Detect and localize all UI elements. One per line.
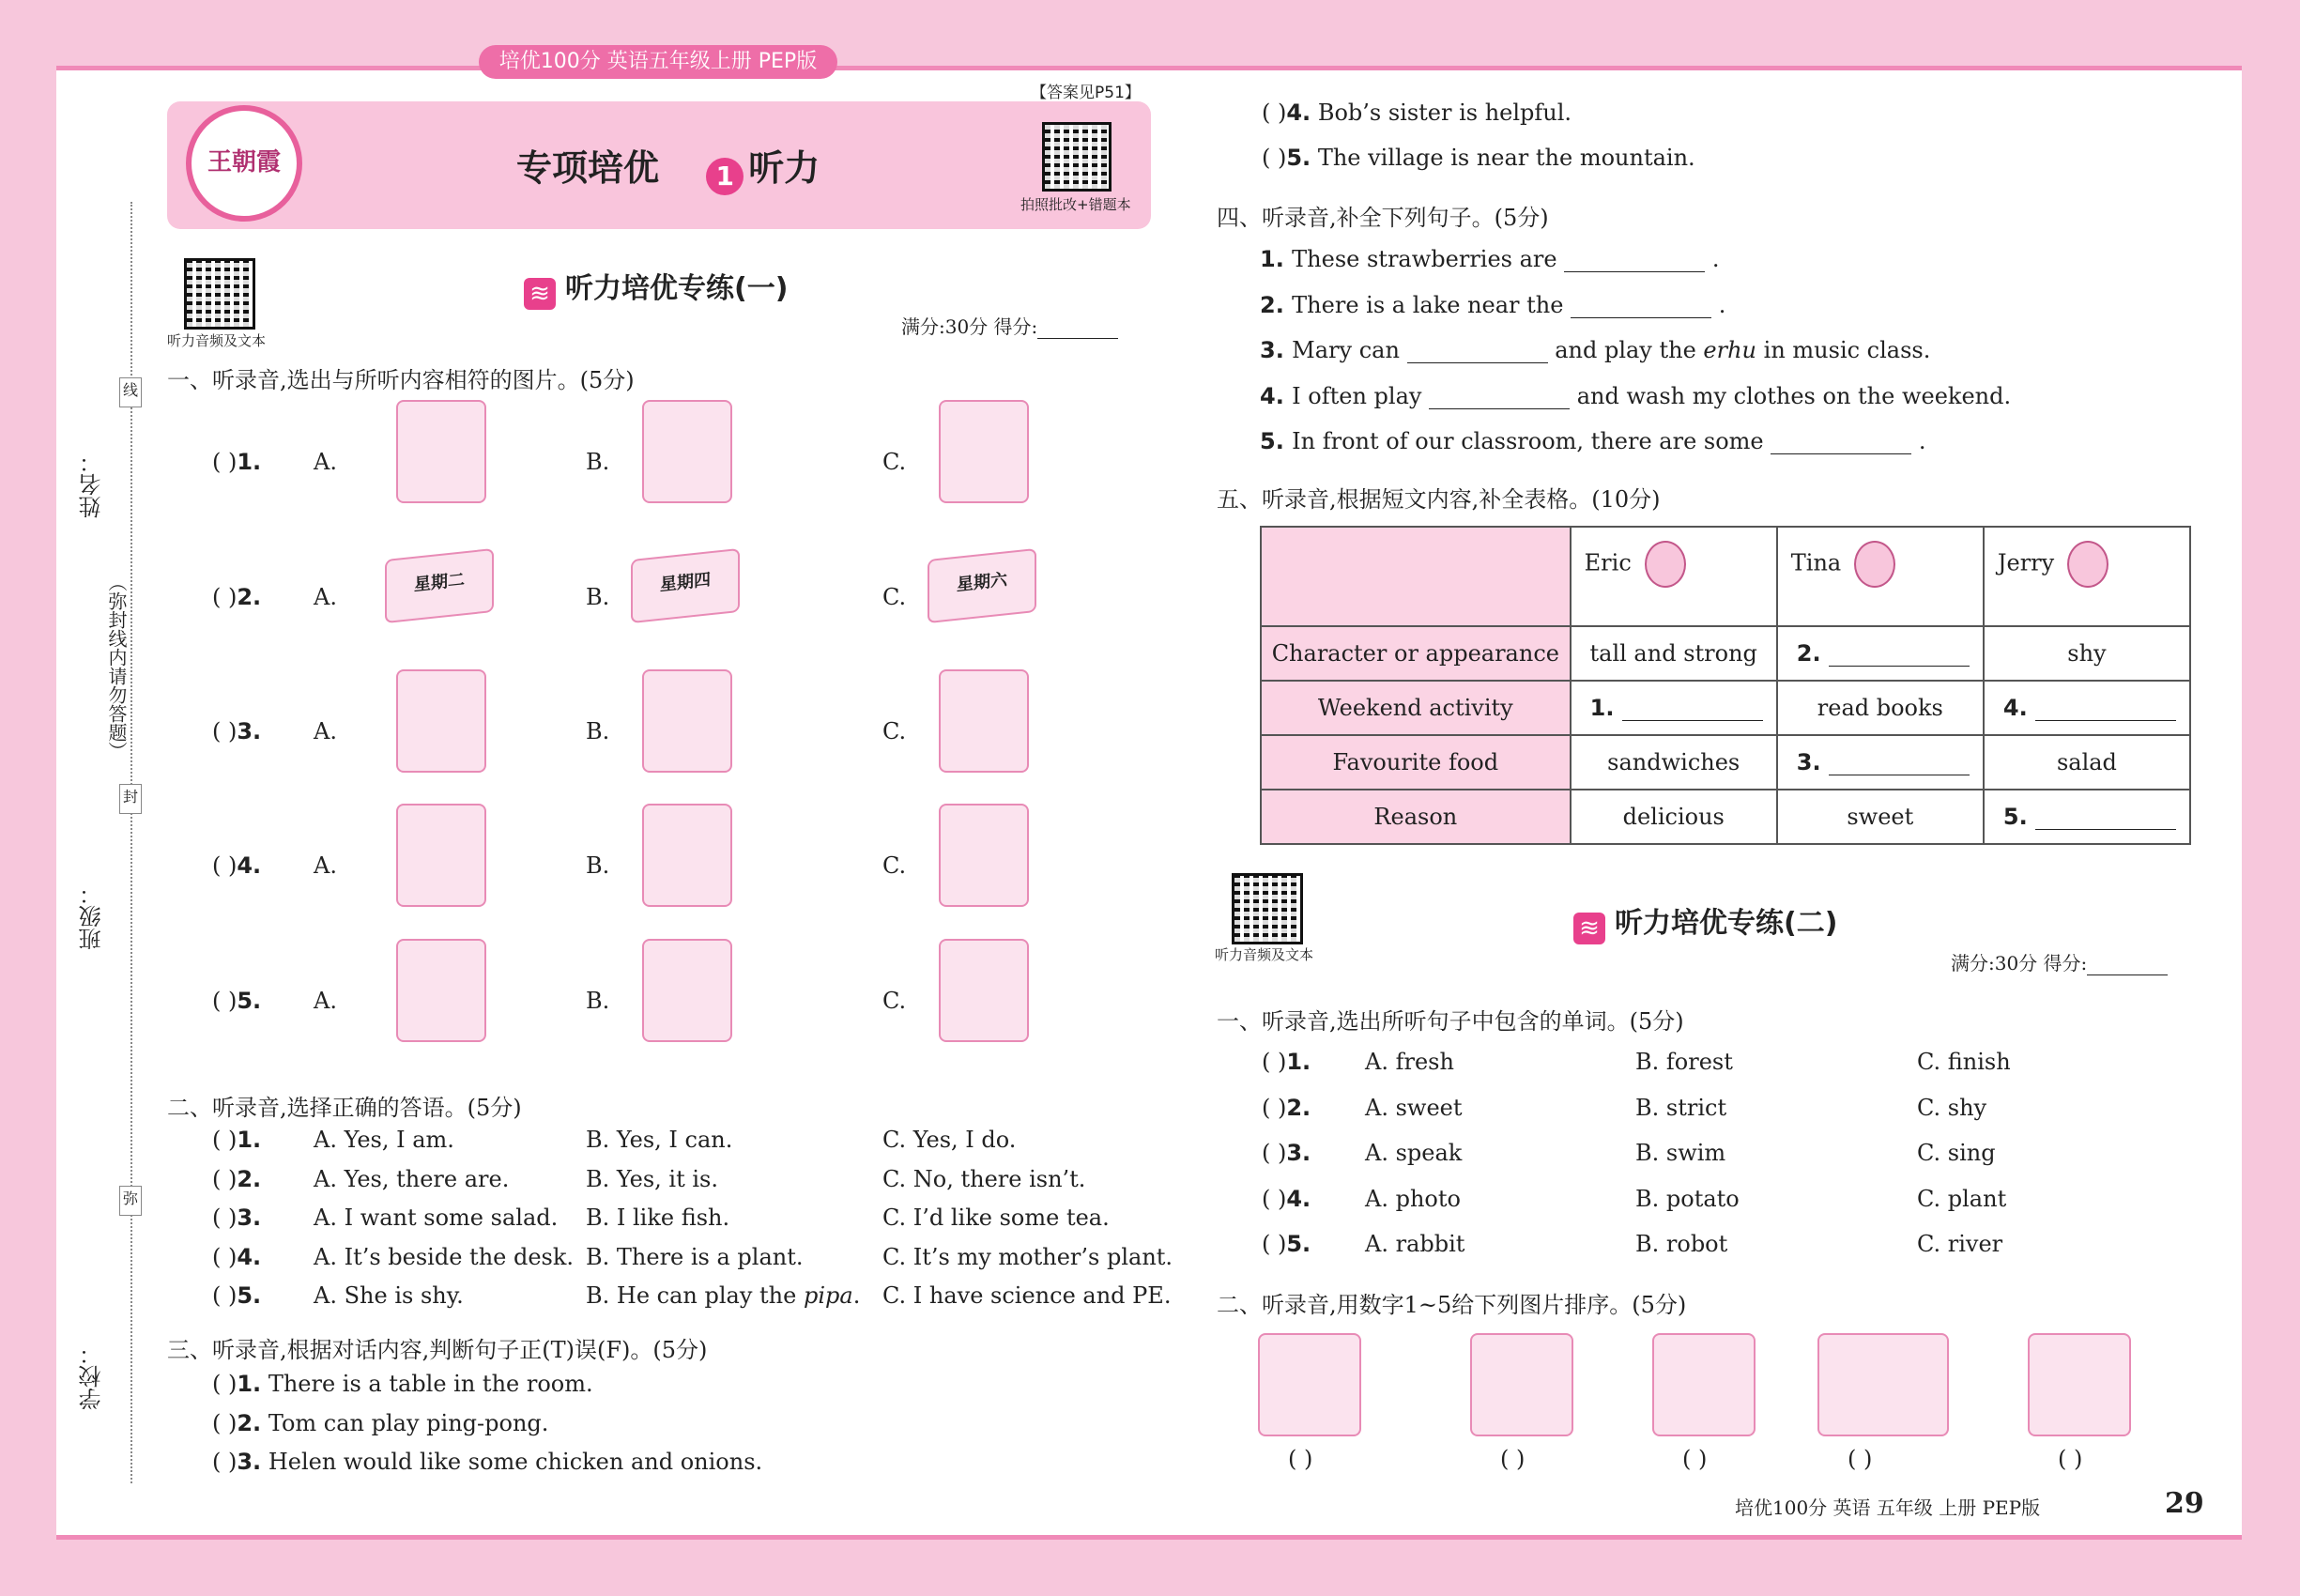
word-choice-row	[1262, 1231, 1311, 1257]
table-cell: sweet	[1777, 790, 1984, 844]
order-paren[interactable]: ( )	[1682, 1446, 1708, 1472]
answer-paren[interactable]: ( )	[212, 988, 238, 1014]
fill-in-row: 3. Mary can and play the erhu in music class.	[1260, 337, 1931, 363]
true-false-row	[212, 1371, 593, 1397]
statement-text: Bob’s sister is helpful.	[1311, 100, 1572, 126]
answer-paren[interactable]: ( )	[212, 1449, 238, 1475]
option-b-label: B.	[586, 449, 610, 475]
option-a-label: A.	[314, 584, 337, 610]
answer-blank	[2035, 698, 2176, 721]
question-number: 2.	[1286, 1094, 1311, 1121]
part3-heading: 三、听录音,根据对话内容,判断句子正(T)误(F)。(5分)	[167, 1337, 708, 1363]
waves-icon: ≋	[524, 278, 556, 310]
question-number: 1.	[1286, 1049, 1311, 1075]
table-cell: read books	[1777, 681, 1984, 735]
word-choice-row	[1262, 1140, 1311, 1166]
fill-in-row: 2. There is a lake near the .	[1260, 291, 1726, 318]
row-label: Reason	[1261, 790, 1571, 844]
choice-a[interactable]: A. rabbit	[1365, 1231, 1465, 1257]
question-number: 4.	[237, 1243, 262, 1270]
answer-paren[interactable]: ( )	[212, 1165, 238, 1192]
section2-title: ≋ 听力培优专练(二)	[1573, 899, 1837, 944]
option-c-label: C.	[882, 718, 907, 744]
option-b-label: B.	[586, 584, 610, 610]
bedroom-picture[interactable]	[1817, 1333, 1949, 1436]
question-number: 1.	[237, 1127, 262, 1153]
picture-question-row	[212, 988, 261, 1014]
hamburger-picture[interactable]	[396, 400, 486, 503]
kungfu-picture[interactable]	[642, 804, 732, 907]
choice-a[interactable]: A. sweet	[1365, 1094, 1463, 1121]
table-cell: shy	[1984, 626, 2190, 681]
answer-paren[interactable]: ( )	[212, 1243, 238, 1270]
question-number: 2.	[237, 584, 262, 610]
true-false-row	[212, 1410, 548, 1436]
question-number: 4.	[1286, 1185, 1311, 1212]
statement-text: Helen would like some chicken and onions.	[261, 1449, 763, 1475]
choice-b[interactable]: B. There is a plant.	[586, 1243, 804, 1270]
answer-paren[interactable]: ( )	[1262, 1140, 1287, 1166]
answer-blank[interactable]	[1407, 340, 1548, 363]
option-a-label: A.	[314, 988, 337, 1014]
choice-c[interactable]: C. shy	[1917, 1094, 1987, 1121]
table-cell: salad	[1984, 735, 2190, 790]
answer-paren[interactable]: ( )	[212, 449, 238, 475]
true-false-row	[1262, 145, 1695, 171]
greeting-picture[interactable]	[642, 669, 732, 773]
choice-b[interactable]: B. forest	[1635, 1049, 1733, 1075]
answer-choice-row	[212, 1244, 261, 1270]
cooking-picture[interactable]	[939, 804, 1029, 907]
section1-title: ≋ 听力培优专练(一)	[524, 265, 788, 310]
girl-watching-tv-picture[interactable]	[1258, 1333, 1361, 1436]
fill-in-row: 4. I often play and wash my clothes on the weekend.	[1260, 382, 2012, 409]
order-paren[interactable]: ( )	[1848, 1446, 1873, 1472]
girl-dancing-picture[interactable]	[2028, 1333, 2131, 1436]
question-number: 3.	[237, 1205, 262, 1231]
answer-paren[interactable]: ( )	[212, 1282, 238, 1309]
section1-score: 满分:30分 得分:	[901, 312, 1118, 339]
row-label: Favourite food	[1261, 735, 1571, 790]
choice-c[interactable]: C. No, there isn’t.	[882, 1165, 1086, 1192]
answer-paren[interactable]: ( )	[1262, 100, 1287, 126]
question-number: 1.	[237, 1371, 262, 1397]
ice-cream-picture[interactable]	[1652, 1333, 1756, 1436]
answer-paren[interactable]: ( )	[1262, 1049, 1287, 1075]
word-choice-row	[1262, 1186, 1311, 1212]
row-label: Character or appearance	[1261, 626, 1571, 681]
answer-paren[interactable]: ( )	[1262, 145, 1287, 171]
choice-c[interactable]: C. It’s my mother’s plant.	[882, 1243, 1173, 1270]
question-number: 2.	[237, 1165, 262, 1192]
picture-question-row	[212, 449, 261, 475]
sandwich-picture[interactable]	[939, 400, 1029, 503]
statement-text: There is a table in the room.	[261, 1371, 593, 1397]
picture-question-row	[212, 584, 261, 610]
calendar-day-label: 星期四	[660, 570, 711, 595]
word-choice-row	[1262, 1095, 1311, 1121]
word-choice-row	[1262, 1049, 1311, 1075]
choice-a[interactable]: A. fresh	[1365, 1049, 1454, 1075]
choice-b[interactable]: B. Yes, I can.	[586, 1127, 733, 1153]
option-c-label: C.	[882, 449, 907, 475]
bridge-picture[interactable]	[396, 939, 486, 1042]
table-cell[interactable]: 1.	[1571, 681, 1777, 735]
part2-heading: 二、听录音,选择正确的答语。(5分)	[167, 1095, 522, 1121]
qr-caption: 拍照批改+错题本	[1020, 196, 1131, 213]
table-row	[1261, 790, 2190, 844]
calendar-day-label: 星期二	[414, 570, 465, 595]
qr-code-icon[interactable]	[1042, 122, 1112, 192]
option-a-label: A.	[314, 852, 337, 879]
answer-blank[interactable]	[1429, 386, 1570, 409]
picture-question-row	[212, 718, 261, 744]
table-head-jerry: Jerry	[1984, 527, 2190, 626]
option-b-label: B.	[586, 852, 610, 879]
question-number: 3.	[1286, 1140, 1311, 1166]
option-b-label: B.	[586, 718, 610, 744]
audio-caption: 听力音频及文本	[1215, 946, 1314, 963]
answer-blank[interactable]	[1571, 295, 1711, 318]
answer-blank[interactable]	[1564, 249, 1705, 272]
binding-note: （弥封线内请勿答题）	[105, 573, 128, 760]
calendar-picture[interactable]	[385, 548, 494, 623]
choice-c[interactable]: C. I have science and PE.	[882, 1282, 1172, 1309]
option-c-label: C.	[882, 852, 907, 879]
part4-heading: 四、听录音,补全下列句子。(5分)	[1217, 205, 1549, 231]
answer-paren[interactable]: ( )	[212, 1371, 238, 1397]
question-number: 4.	[1286, 100, 1311, 126]
section2-score: 满分:30分 得分:	[1951, 948, 2168, 975]
choice-b[interactable]: B. Yes, it is.	[586, 1165, 718, 1192]
audio-caption: 听力音频及文本	[167, 332, 267, 349]
choice-a[interactable]: A. It’s beside the desk.	[314, 1243, 575, 1270]
crossing-street-picture[interactable]	[396, 669, 486, 773]
boy-drawing-picture[interactable]	[396, 804, 486, 907]
order-paren[interactable]: ( )	[2058, 1446, 2083, 1472]
choice-a[interactable]: A. Yes, there are.	[314, 1165, 510, 1192]
answer-paren[interactable]: ( )	[212, 1205, 238, 1231]
qr-code-icon[interactable]	[1232, 873, 1303, 944]
answer-choice-row	[212, 1282, 261, 1309]
choice-c[interactable]: C. sing	[1917, 1140, 1996, 1166]
boy-writing-picture[interactable]	[1470, 1333, 1573, 1436]
fill-in-row: 5. In front of our classroom, there are some .	[1260, 428, 1926, 454]
choice-a[interactable]: A. Yes, I am.	[314, 1127, 454, 1153]
answer-choice-row	[212, 1127, 261, 1153]
table-cell[interactable]: 5.	[1984, 790, 2190, 844]
choice-b[interactable]: B. I like fish.	[586, 1205, 730, 1231]
choice-a[interactable]: A. speak	[1365, 1140, 1463, 1166]
answer-choice-row	[212, 1166, 261, 1192]
choice-b[interactable]: B. He can play the pipa.	[586, 1282, 861, 1309]
question-number: 5.	[237, 1282, 262, 1309]
calendar-picture[interactable]	[928, 548, 1036, 623]
binding-name: 姓名：	[79, 451, 105, 518]
table-cell: tall and strong	[1571, 626, 1777, 681]
table-head-eric: Eric	[1571, 527, 1777, 626]
answer-blank	[2035, 806, 2176, 830]
info-table	[1260, 526, 2191, 845]
question-number: 4.	[237, 852, 262, 879]
question-number: 5.	[1286, 1231, 1311, 1257]
row-label: Weekend activity	[1261, 681, 1571, 735]
fill-in-row: 1. These strawberries are .	[1260, 246, 1720, 272]
binding-school: 学校：	[79, 1343, 105, 1410]
question-number: 5.	[237, 988, 262, 1014]
answer-ref: 【答案见P51】	[1031, 84, 1141, 102]
s2-part2-heading: 二、听录音,用数字1~5给下列图片排序。(5分)	[1217, 1292, 1687, 1318]
option-a-label: A.	[314, 449, 337, 475]
building-picture[interactable]	[642, 939, 732, 1042]
choice-c[interactable]: C. I’d like some tea.	[882, 1205, 1110, 1231]
part5-heading: 五、听录音,根据短文内容,补全表格。(10分)	[1217, 486, 1661, 513]
order-paren[interactable]: ( )	[1288, 1446, 1313, 1472]
table-cell[interactable]: 3.	[1777, 735, 1984, 790]
qr-code-icon[interactable]	[184, 258, 255, 330]
choice-c[interactable]: C. finish	[1917, 1049, 2011, 1075]
answer-paren[interactable]: ( )	[1262, 1231, 1287, 1257]
answer-paren[interactable]: ( )	[212, 584, 238, 610]
answer-choice-row	[212, 1205, 261, 1231]
choice-c[interactable]: C. plant	[1917, 1185, 2007, 1212]
question-number: 3.	[237, 718, 262, 744]
ice-cream-picture[interactable]	[642, 400, 732, 503]
binding-line-mark: 线	[119, 377, 142, 407]
statement-text: The village is near the mountain.	[1311, 145, 1695, 171]
table-row	[1261, 626, 2190, 681]
binding-class: 班级：	[79, 882, 105, 950]
table-row	[1261, 735, 2190, 790]
answer-paren[interactable]: ( )	[1262, 1094, 1287, 1121]
choice-b[interactable]: B. strict	[1635, 1094, 1727, 1121]
option-c-label: C.	[882, 988, 907, 1014]
answer-blank	[1829, 752, 1970, 775]
footer-text: 培优100分 英语 五年级 上册 PEP版	[1735, 1496, 2041, 1519]
calendar-day-label: 星期六	[957, 570, 1007, 595]
brand-logo: 王朝霞	[186, 105, 302, 222]
binding-seal-mark: 封	[119, 784, 142, 814]
boy-face-icon	[1645, 541, 1686, 588]
statement-text: Tom can play ping-pong.	[261, 1410, 549, 1436]
question-number: 2.	[237, 1410, 262, 1436]
table-corner	[1261, 527, 1571, 626]
waves-icon: ≋	[1573, 913, 1605, 944]
choice-a[interactable]: A. photo	[1365, 1185, 1461, 1212]
answer-paren[interactable]: ( )	[1262, 1185, 1287, 1212]
option-b-label: B.	[586, 988, 610, 1014]
village-picture[interactable]	[939, 939, 1029, 1042]
binding-mi-mark: 弥	[119, 1186, 142, 1216]
question-number: 3.	[237, 1449, 262, 1475]
calendar-picture[interactable]	[631, 548, 740, 623]
answer-paren[interactable]: ( )	[212, 718, 238, 744]
boy-face-icon	[2067, 541, 2108, 588]
answer-blank[interactable]	[1771, 431, 1911, 454]
question-number: 1.	[237, 449, 262, 475]
top-badge: 培优100分 英语五年级上册 PEP版	[479, 45, 837, 79]
table-cell: sandwiches	[1571, 735, 1777, 790]
choice-a[interactable]: A. I want some salad.	[314, 1205, 559, 1231]
choice-b[interactable]: B. swim	[1635, 1140, 1726, 1166]
true-false-row	[1262, 100, 1572, 126]
table-cell: delicious	[1571, 790, 1777, 844]
table-cell[interactable]: 2.	[1777, 626, 1984, 681]
table-cell[interactable]: 4.	[1984, 681, 2190, 735]
table-row	[1261, 681, 2190, 735]
page-title: 专项培优 1 听力	[516, 139, 820, 195]
part1-heading: 一、听录音,选出与所听内容相符的图片。(5分)	[167, 367, 635, 393]
girl-reading-picture[interactable]	[939, 669, 1029, 773]
answer-blank	[1829, 643, 1970, 667]
question-number: 5.	[1286, 145, 1311, 171]
choice-c[interactable]: C. river	[1917, 1231, 2003, 1257]
girl-face-icon	[1854, 541, 1895, 588]
answer-paren[interactable]: ( )	[212, 852, 238, 879]
table-head-tina: Tina	[1777, 527, 1984, 626]
order-paren[interactable]: ( )	[1500, 1446, 1526, 1472]
option-a-label: A.	[314, 718, 337, 744]
choice-b[interactable]: B. potato	[1635, 1185, 1740, 1212]
true-false-row	[212, 1449, 762, 1475]
picture-question-row	[212, 852, 261, 879]
page-number: 29	[2165, 1487, 2204, 1520]
choice-a[interactable]: A. She is shy.	[314, 1282, 464, 1309]
option-c-label: C.	[882, 584, 907, 610]
answer-paren[interactable]: ( )	[212, 1410, 238, 1436]
title-number-badge: 1	[706, 158, 744, 195]
s2-part1-heading: 一、听录音,选出所听句子中包含的单词。(5分)	[1217, 1008, 1684, 1035]
answer-blank	[1622, 698, 1763, 721]
choice-c[interactable]: C. Yes, I do.	[882, 1127, 1017, 1153]
answer-paren[interactable]: ( )	[212, 1127, 238, 1153]
choice-b[interactable]: B. robot	[1635, 1231, 1728, 1257]
